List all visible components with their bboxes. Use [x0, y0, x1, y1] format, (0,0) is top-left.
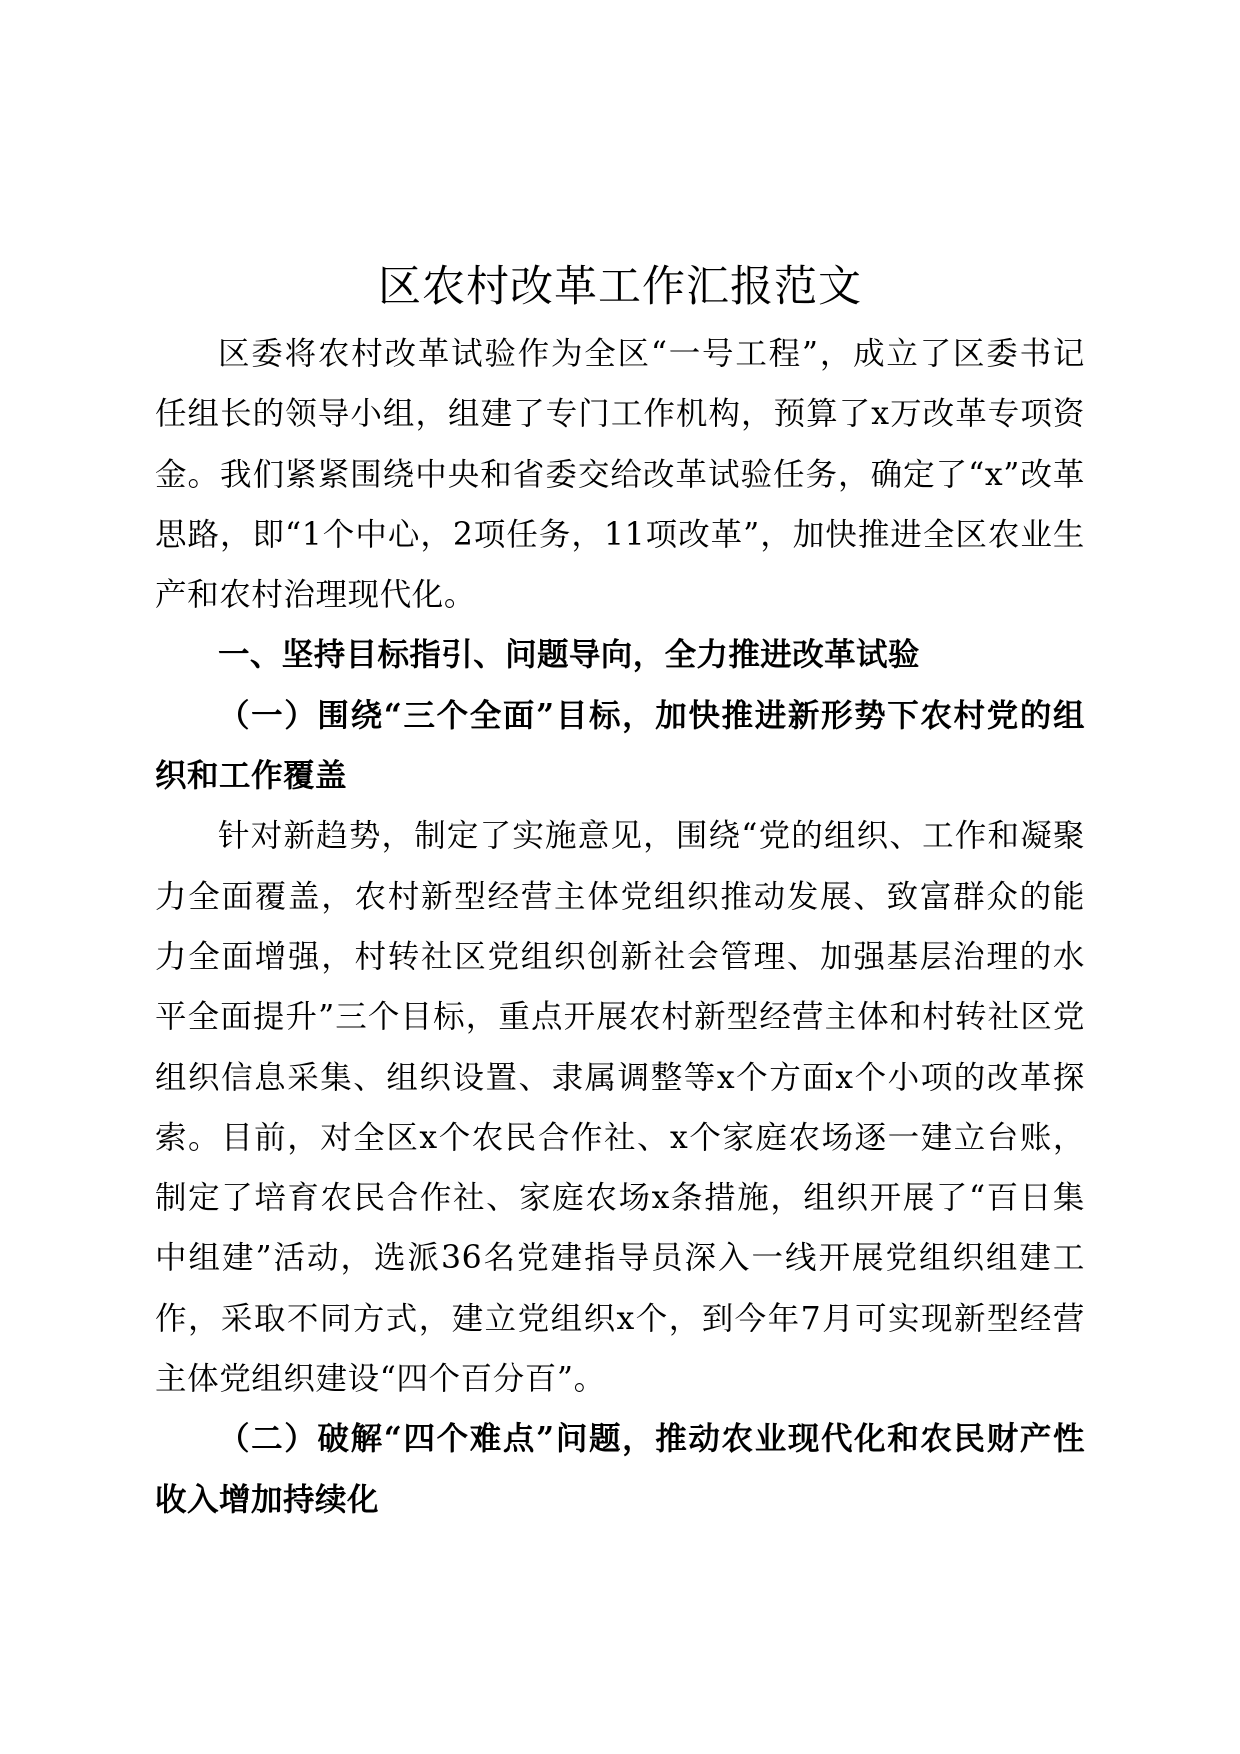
document-body [155, 250, 1085, 1530]
section-heading-1: 一、坚持目标指引、问题导向，全力推进改革试验 [218, 637, 920, 674]
intro-paragraph: 区委将农村改革试验作为全区“一号工程”，成立了区委书记任组长的领导小组，组建了专门工作机构，预算了x万改革专项资金。我们紧紧围绕中央和省委交给改革试验任务，确定了“x”改革思路，即“1个中心，2项任务，11项改革”，加快推进全区农业生产和农村治理现代化。 [155, 336, 1085, 614]
subsection-heading-1: （一）围绕“三个全面”目标，加快推进新形势下农村党的组织和工作覆盖 [155, 696, 1085, 795]
subsection-heading-2: （二）破解“四个难点”问题，推动农业现代化和农民财产性收入增加持续化 [155, 1420, 1085, 1518]
document-title: 区农村改革工作汇报范文 [378, 262, 862, 312]
subsection-1-paragraph: 针对新趋势，制定了实施意见，围绕“党的组织、工作和凝聚力全面覆盖，农村新型经营主体党组织推动发展、致富群众的能力全面增强，村转社区党组织创新社会管理、加强基层治理的水平全面提升”三个目标，重点开展农村新型经营主体和村转社区党组织信息采集、组织设置、隶属调整等x个方面x个小项的改革探索。目前，对全区x个农民合作社、x个家庭农场逐一建立台账，制定了培育农民合作社、家庭农场x条措施，组织开展了“百日集中组建”活动，选派36名党建指导员深入一线开展党组织组建工作，采取不同方式，建立党组织x个，到今年7月可实现新型经营主体党组织建设“四个百分百”。 [155, 818, 1085, 1398]
